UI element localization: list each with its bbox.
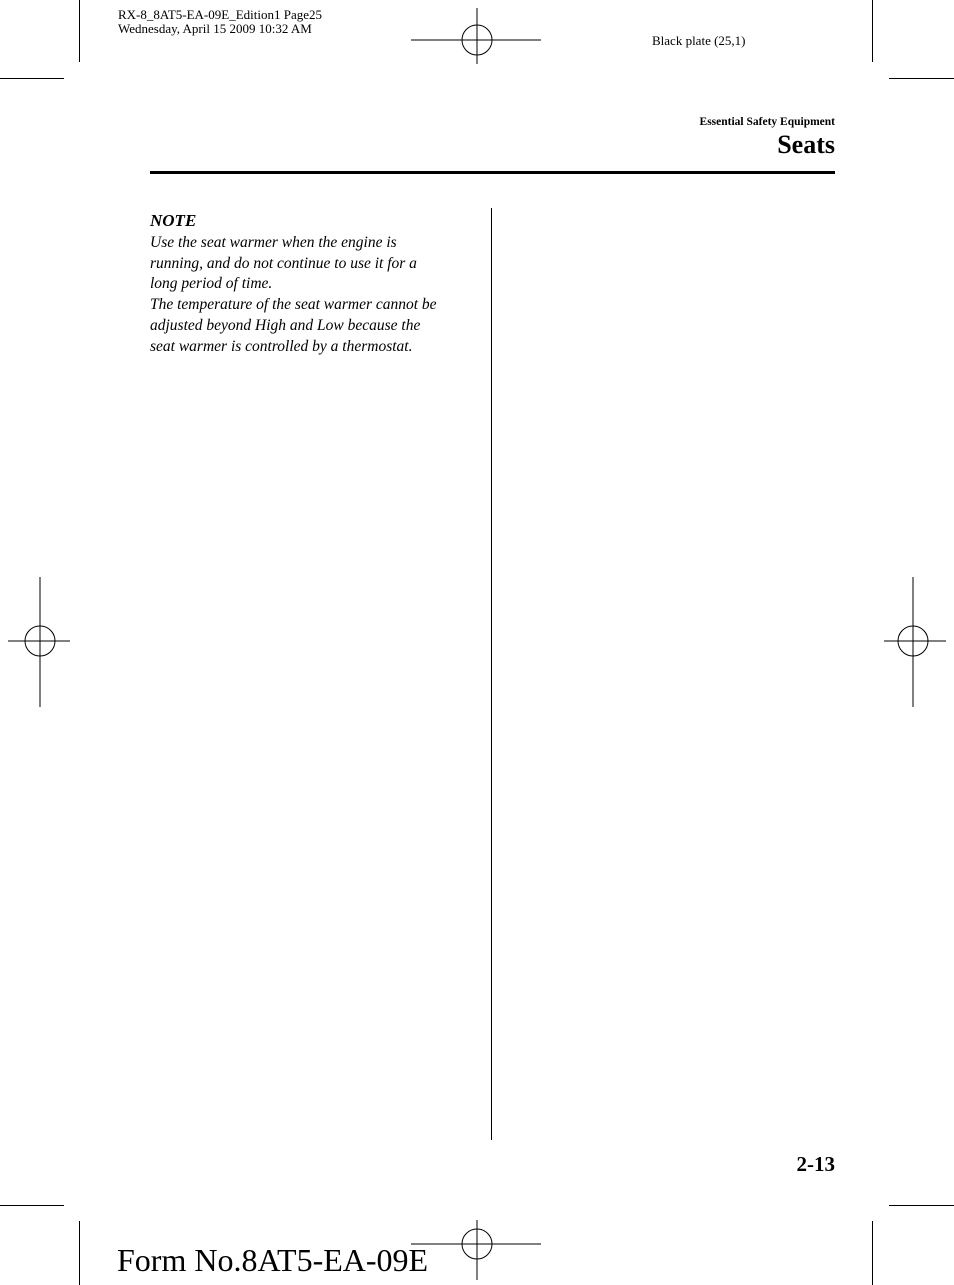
crop-mark-top-left-horizontal	[0, 78, 64, 79]
crop-mark-bottom-left-vertical	[79, 1221, 80, 1285]
print-job-filename: RX-8_8AT5-EA-09E_Edition1 Page25	[118, 7, 323, 22]
registration-mark-top	[411, 8, 541, 64]
column-divider	[491, 208, 492, 1140]
note-line: The temperature of the seat warmer cannot be	[150, 296, 437, 314]
crop-mark-top-right-vertical	[872, 0, 873, 62]
registration-mark-left	[8, 577, 70, 707]
note-heading: NOTE	[150, 211, 197, 230]
print-job-timestamp: Wednesday, April 15 2009 10:32 AM	[118, 21, 312, 36]
page-title: Seats	[777, 130, 835, 159]
note-line: running, and do not continue to use it for a	[150, 254, 417, 272]
section-label: Essential Safety Equipment	[699, 116, 835, 128]
note-line: Use the seat warmer when the engine is	[150, 234, 397, 251]
crop-mark-bottom-right-horizontal	[889, 1205, 954, 1206]
registration-mark-bottom	[411, 1220, 541, 1280]
form-number: Form No.8AT5-EA-09E	[117, 1242, 429, 1278]
header-rule	[150, 171, 835, 174]
note-line: seat warmer is controlled by a thermostat.	[150, 337, 413, 355]
registration-mark-right	[884, 577, 946, 707]
note-line: long period of time.	[150, 275, 273, 293]
crop-mark-top-left-vertical	[79, 0, 80, 62]
plate-label: Black plate (25,1)	[652, 33, 746, 48]
note-line: adjusted beyond High and Low because the	[150, 316, 421, 334]
crop-mark-bottom-left-horizontal	[0, 1205, 64, 1206]
note-block	[150, 210, 480, 357]
crop-mark-top-right-horizontal	[889, 78, 954, 79]
crop-mark-bottom-right-vertical	[872, 1221, 873, 1285]
print-job-info	[118, 8, 322, 36]
page-number: 2-13	[796, 1152, 835, 1176]
